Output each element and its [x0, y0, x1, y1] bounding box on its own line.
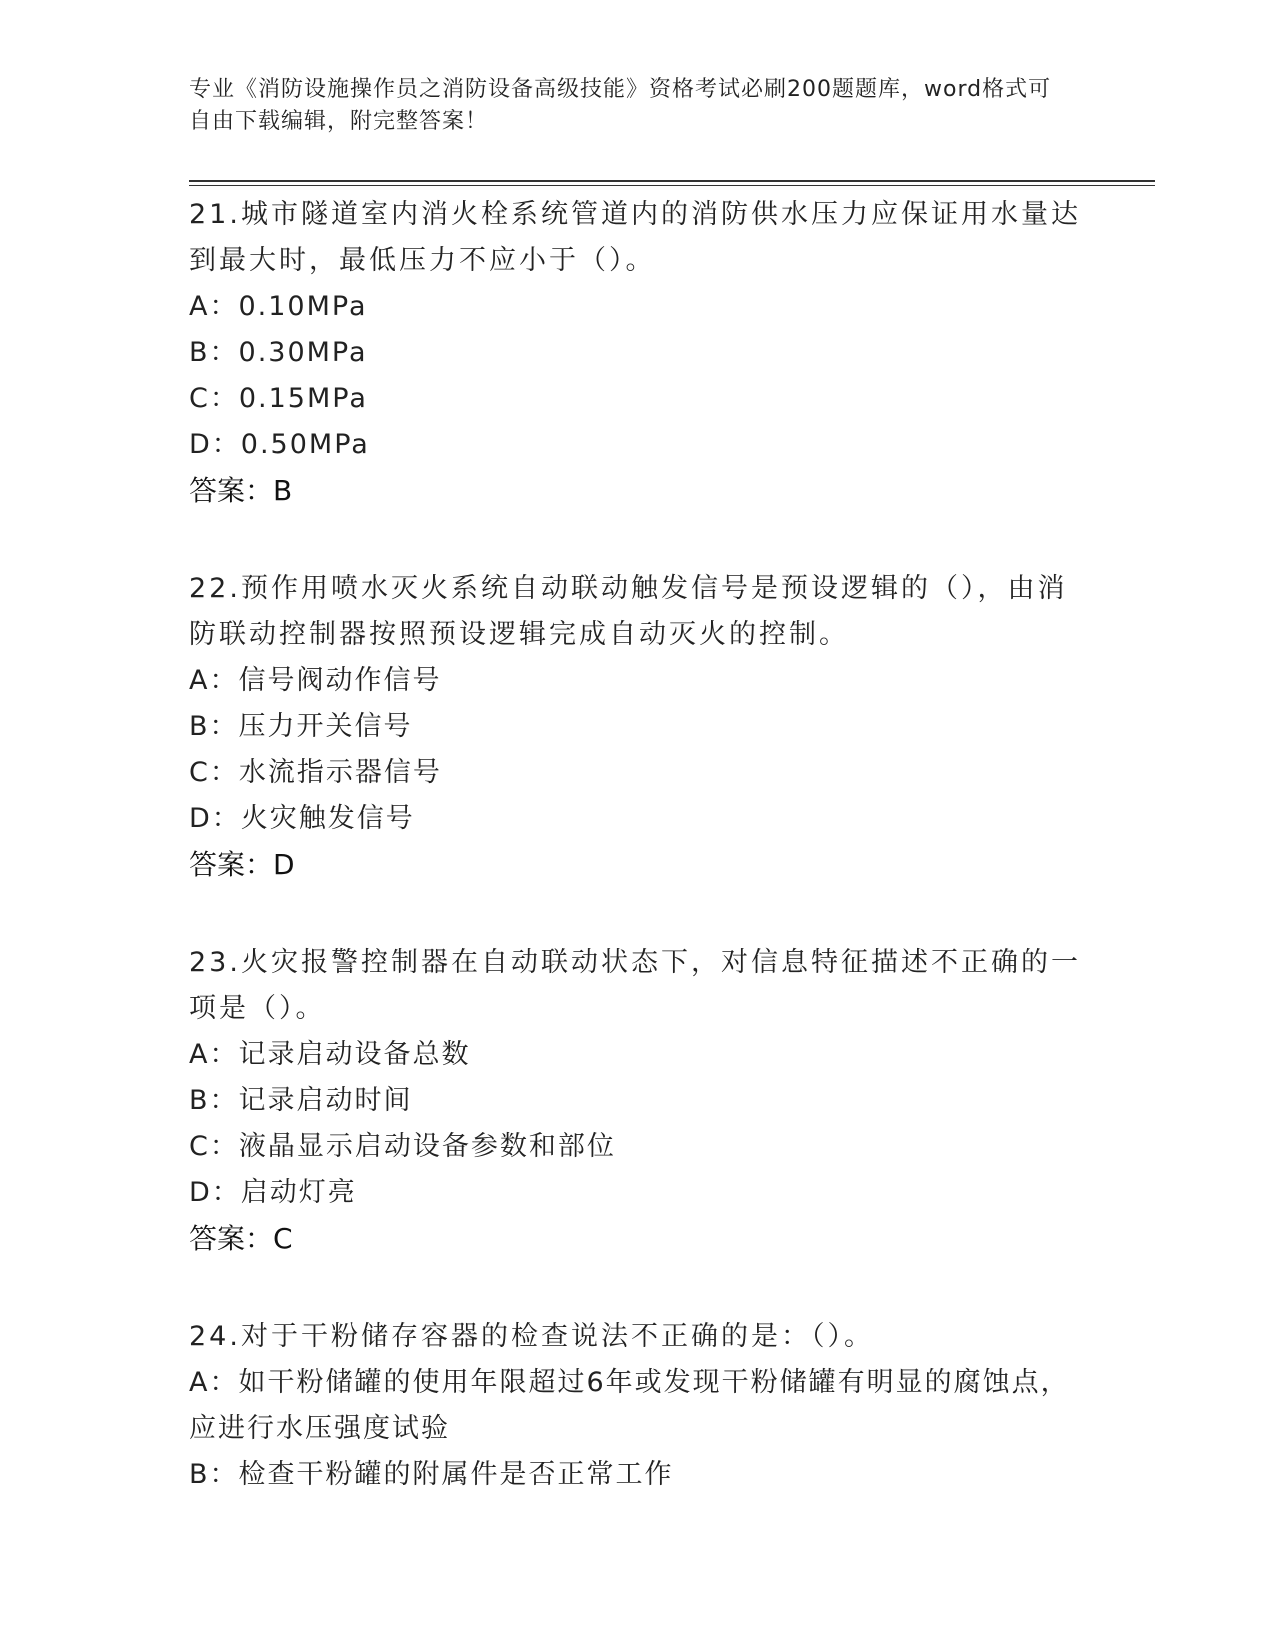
question-23 [189, 940, 1089, 1262]
option-a: A：记录启动设备总数 [189, 1039, 471, 1070]
header-divider-thick [189, 180, 1155, 182]
question-list [189, 192, 1089, 1550]
option-b: B：压力开关信号 [189, 711, 413, 742]
option-a: A：如干粉储罐的使用年限超过6年或发现干粉储罐有明显的腐蚀点，应进行水压强度试验 [189, 1367, 1070, 1444]
option-b: B：检查干粉罐的附属件是否正常工作 [189, 1459, 674, 1490]
option-d: D：火灾触发信号 [189, 803, 415, 834]
option-c: C：0.15MPa [189, 383, 368, 414]
answer-line: 答案：B [189, 474, 293, 507]
option-a: A：信号阀动作信号 [189, 665, 442, 696]
question-stem: 22.预作用喷水灭火系统自动联动触发信号是预设逻辑的（），由消防联动控制器按照预设逻辑完成自动灭火的控制。 [189, 573, 1068, 650]
question-22 [189, 566, 1089, 888]
option-c: C：液晶显示启动设备参数和部位 [189, 1131, 616, 1162]
option-c: C：水流指示器信号 [189, 757, 442, 788]
option-b: B：0.30MPa [189, 337, 368, 368]
question-stem: 24.对于干粉储存容器的检查说法不正确的是：（）。 [189, 1321, 874, 1352]
option-b: B：记录启动时间 [189, 1085, 413, 1116]
answer-line: 答案：C [189, 1222, 293, 1255]
option-d: D：0.50MPa [189, 429, 370, 460]
question-stem: 21.城市隧道室内消火栓系统管道内的消防供水压力应保证用水量达到最大时，最低压力不应小于（）。 [189, 199, 1081, 276]
option-d: D：启动灯亮 [189, 1177, 357, 1208]
question-24 [189, 1314, 1089, 1498]
header-divider-thin [189, 185, 1155, 186]
answer-line: 答案：D [189, 848, 295, 881]
option-a: A：0.10MPa [189, 291, 368, 322]
question-21 [189, 192, 1089, 514]
question-stem: 23.火灾报警控制器在自动联动状态下，对信息特征描述不正确的一项是（）。 [189, 947, 1081, 1024]
document-header: 专业《消防设施操作员之消防设备高级技能》资格考试必刷200题题库，word格式可自由下载编辑，附完整答案！ [189, 77, 1052, 134]
